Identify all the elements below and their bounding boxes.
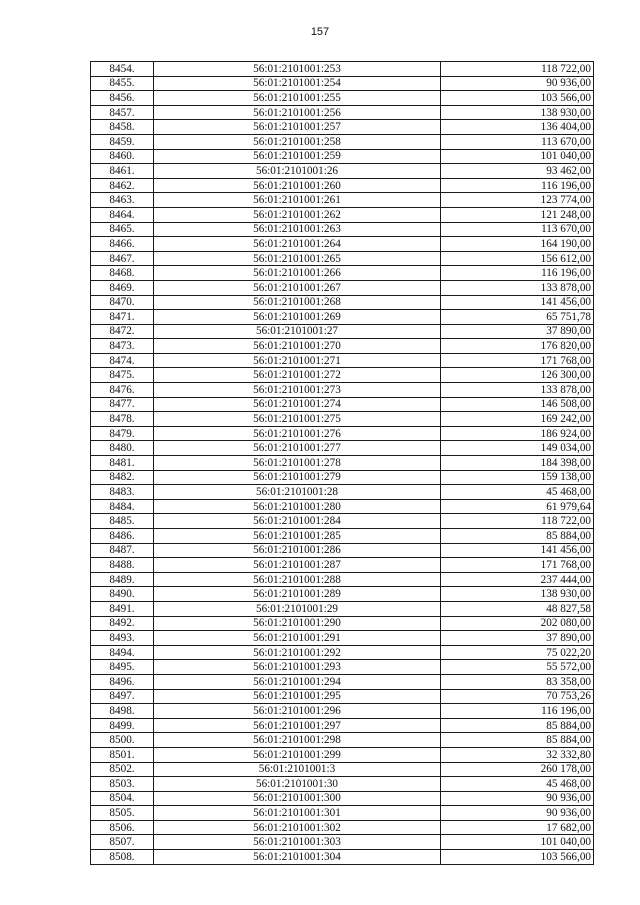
- row-number-cell: 8495.: [91, 660, 154, 675]
- table-row: [91, 718, 594, 733]
- cadastral-number-cell: 56:01:2101001:272: [154, 368, 441, 383]
- cadastral-number-cell: 56:01:2101001:285: [154, 529, 441, 544]
- table-row: [91, 383, 594, 398]
- cadastral-number-cell: 56:01:2101001:291: [154, 631, 441, 646]
- cadastral-value-cell: 118 722,00: [441, 62, 594, 77]
- table-row: [91, 514, 594, 529]
- row-number-cell: 8464.: [91, 207, 154, 222]
- cadastral-number-cell: 56:01:2101001:27: [154, 324, 441, 339]
- cadastral-number-cell: 56:01:2101001:258: [154, 134, 441, 149]
- row-number-cell: 8474.: [91, 353, 154, 368]
- row-number-cell: 8465.: [91, 222, 154, 237]
- row-number-cell: 8455.: [91, 76, 154, 91]
- cadastral-number-cell: 56:01:2101001:303: [154, 835, 441, 850]
- row-number-cell: 8482.: [91, 470, 154, 485]
- cadastral-number-cell: 56:01:2101001:302: [154, 820, 441, 835]
- cadastral-value-cell: 159 138,00: [441, 470, 594, 485]
- cadastral-number-cell: 56:01:2101001:29: [154, 601, 441, 616]
- cadastral-number-cell: 56:01:2101001:287: [154, 558, 441, 573]
- table-row: [91, 134, 594, 149]
- row-number-cell: 8492.: [91, 616, 154, 631]
- table-row: [91, 601, 594, 616]
- table-row: [91, 558, 594, 573]
- row-number-cell: 8505.: [91, 806, 154, 821]
- cadastral-value-cell: 17 682,00: [441, 820, 594, 835]
- table-row: [91, 835, 594, 850]
- table-row: [91, 222, 594, 237]
- table-row: [91, 324, 594, 339]
- cadastral-number-cell: 56:01:2101001:304: [154, 850, 441, 865]
- cadastral-number-cell: 56:01:2101001:28: [154, 485, 441, 500]
- cadastral-value-cell: 186 924,00: [441, 426, 594, 441]
- row-number-cell: 8484.: [91, 499, 154, 514]
- table-row: [91, 499, 594, 514]
- table-row: [91, 193, 594, 208]
- cadastral-number-cell: 56:01:2101001:290: [154, 616, 441, 631]
- cadastral-number-cell: 56:01:2101001:298: [154, 733, 441, 748]
- table-row: [91, 178, 594, 193]
- row-number-cell: 8478.: [91, 412, 154, 427]
- cadastral-value-cell: 141 456,00: [441, 295, 594, 310]
- row-number-cell: 8457.: [91, 105, 154, 120]
- table-row: [91, 456, 594, 471]
- cadastral-value-cell: 55 572,00: [441, 660, 594, 675]
- table-row: [91, 266, 594, 281]
- row-number-cell: 8461.: [91, 164, 154, 179]
- cadastral-value-cell: 123 774,00: [441, 193, 594, 208]
- cadastral-number-cell: 56:01:2101001:296: [154, 704, 441, 719]
- cadastral-number-cell: 56:01:2101001:266: [154, 266, 441, 281]
- row-number-cell: 8503.: [91, 777, 154, 792]
- cadastral-value-cell: 202 080,00: [441, 616, 594, 631]
- cadastral-number-cell: 56:01:2101001:253: [154, 62, 441, 77]
- table-row: [91, 353, 594, 368]
- table-row: [91, 660, 594, 675]
- row-number-cell: 8466.: [91, 237, 154, 252]
- row-number-cell: 8498.: [91, 704, 154, 719]
- cadastral-value-cell: 136 404,00: [441, 120, 594, 135]
- cadastral-value-cell: 133 878,00: [441, 383, 594, 398]
- cadastral-number-cell: 56:01:2101001:301: [154, 806, 441, 821]
- cadastral-value-cell: 93 462,00: [441, 164, 594, 179]
- cadastral-number-cell: 56:01:2101001:294: [154, 674, 441, 689]
- row-number-cell: 8456.: [91, 91, 154, 106]
- cadastral-value-cell: 85 884,00: [441, 718, 594, 733]
- cadastral-number-cell: 56:01:2101001:263: [154, 222, 441, 237]
- table-row: [91, 368, 594, 383]
- cadastral-value-cell: 133 878,00: [441, 280, 594, 295]
- row-number-cell: 8489.: [91, 572, 154, 587]
- cadastral-value-cell: 149 034,00: [441, 441, 594, 456]
- cadastral-number-cell: 56:01:2101001:275: [154, 412, 441, 427]
- row-number-cell: 8470.: [91, 295, 154, 310]
- table-row: [91, 820, 594, 835]
- table-row: [91, 616, 594, 631]
- cadastral-number-cell: 56:01:2101001:261: [154, 193, 441, 208]
- cadastral-value-cell: 90 936,00: [441, 806, 594, 821]
- cadastral-number-cell: 56:01:2101001:271: [154, 353, 441, 368]
- cadastral-number-cell: 56:01:2101001:295: [154, 689, 441, 704]
- cadastral-value-cell: 169 242,00: [441, 412, 594, 427]
- table-row: [91, 733, 594, 748]
- cadastral-number-cell: 56:01:2101001:26: [154, 164, 441, 179]
- table-row: [91, 587, 594, 602]
- row-number-cell: 8493.: [91, 631, 154, 646]
- table-row: [91, 149, 594, 164]
- row-number-cell: 8504.: [91, 791, 154, 806]
- cadastral-number-cell: 56:01:2101001:257: [154, 120, 441, 135]
- cadastral-value-cell: 116 196,00: [441, 266, 594, 281]
- table-row: [91, 806, 594, 821]
- table-row: [91, 441, 594, 456]
- cadastral-value-cell: 37 890,00: [441, 631, 594, 646]
- cadastral-number-cell: 56:01:2101001:288: [154, 572, 441, 587]
- table-row: [91, 310, 594, 325]
- row-number-cell: 8458.: [91, 120, 154, 135]
- cadastral-value-cell: 61 979,64: [441, 499, 594, 514]
- row-number-cell: 8496.: [91, 674, 154, 689]
- row-number-cell: 8506.: [91, 820, 154, 835]
- row-number-cell: 8475.: [91, 368, 154, 383]
- cadastral-value-cell: 70 753,26: [441, 689, 594, 704]
- cadastral-number-cell: 56:01:2101001:277: [154, 441, 441, 456]
- cadastral-value-cell: 126 300,00: [441, 368, 594, 383]
- table-row: [91, 207, 594, 222]
- cadastral-value-cell: 171 768,00: [441, 353, 594, 368]
- row-number-cell: 8479.: [91, 426, 154, 441]
- cadastral-value-cell: 146 508,00: [441, 397, 594, 412]
- row-number-cell: 8454.: [91, 62, 154, 77]
- table-row: [91, 631, 594, 646]
- row-number-cell: 8483.: [91, 485, 154, 500]
- cadastral-number-cell: 56:01:2101001:289: [154, 587, 441, 602]
- cadastral-value-cell: 176 820,00: [441, 339, 594, 354]
- cadastral-value-cell: 83 358,00: [441, 674, 594, 689]
- table-row: [91, 412, 594, 427]
- cadastral-value-cell: 90 936,00: [441, 76, 594, 91]
- cadastral-value-cell: 121 248,00: [441, 207, 594, 222]
- cadastral-value-cell: 32 332,80: [441, 747, 594, 762]
- cadastral-value-cell: 75 022,20: [441, 645, 594, 660]
- table-row: [91, 791, 594, 806]
- table-row: [91, 426, 594, 441]
- table-row: [91, 572, 594, 587]
- table-row: [91, 485, 594, 500]
- cadastral-number-cell: 56:01:2101001:300: [154, 791, 441, 806]
- cadastral-number-cell: 56:01:2101001:270: [154, 339, 441, 354]
- row-number-cell: 8459.: [91, 134, 154, 149]
- cadastral-number-cell: 56:01:2101001:30: [154, 777, 441, 792]
- table-row: [91, 704, 594, 719]
- table-row: [91, 62, 594, 77]
- cadastral-number-cell: 56:01:2101001:262: [154, 207, 441, 222]
- cadastral-number-cell: 56:01:2101001:292: [154, 645, 441, 660]
- table-row: [91, 762, 594, 777]
- cadastral-number-cell: 56:01:2101001:254: [154, 76, 441, 91]
- cadastral-value-cell: 48 827,58: [441, 601, 594, 616]
- cadastral-number-cell: 56:01:2101001:269: [154, 310, 441, 325]
- cadastral-number-cell: 56:01:2101001:299: [154, 747, 441, 762]
- row-number-cell: 8494.: [91, 645, 154, 660]
- row-number-cell: 8499.: [91, 718, 154, 733]
- cadastral-number-cell: 56:01:2101001:260: [154, 178, 441, 193]
- table-row: [91, 850, 594, 865]
- table-row: [91, 645, 594, 660]
- cadastral-value-cell: 101 040,00: [441, 149, 594, 164]
- table-row: [91, 237, 594, 252]
- cadastral-value-cell: 101 040,00: [441, 835, 594, 850]
- cadastral-number-cell: 56:01:2101001:265: [154, 251, 441, 266]
- cadastral-number-cell: 56:01:2101001:259: [154, 149, 441, 164]
- cadastral-number-cell: 56:01:2101001:256: [154, 105, 441, 120]
- cadastral-number-cell: 56:01:2101001:278: [154, 456, 441, 471]
- table-row: [91, 91, 594, 106]
- row-number-cell: 8485.: [91, 514, 154, 529]
- row-number-cell: 8462.: [91, 178, 154, 193]
- table-row: [91, 397, 594, 412]
- cadastral-value-cell: 103 566,00: [441, 850, 594, 865]
- table-row: [91, 251, 594, 266]
- table-row: [91, 777, 594, 792]
- row-number-cell: 8487.: [91, 543, 154, 558]
- row-number-cell: 8497.: [91, 689, 154, 704]
- cadastral-value-cell: 156 612,00: [441, 251, 594, 266]
- row-number-cell: 8467.: [91, 251, 154, 266]
- cadastral-value-cell: 37 890,00: [441, 324, 594, 339]
- cadastral-value-cell: 116 196,00: [441, 704, 594, 719]
- table-row: [91, 470, 594, 485]
- cadastral-number-cell: 56:01:2101001:3: [154, 762, 441, 777]
- cadastral-value-cell: 85 884,00: [441, 733, 594, 748]
- cadastral-value-cell: 85 884,00: [441, 529, 594, 544]
- row-number-cell: 8502.: [91, 762, 154, 777]
- row-number-cell: 8508.: [91, 850, 154, 865]
- row-number-cell: 8460.: [91, 149, 154, 164]
- row-number-cell: 8501.: [91, 747, 154, 762]
- row-number-cell: 8463.: [91, 193, 154, 208]
- table-body: [91, 62, 594, 865]
- cadastral-number-cell: 56:01:2101001:273: [154, 383, 441, 398]
- cadastral-value-cell: 260 178,00: [441, 762, 594, 777]
- table-row: [91, 339, 594, 354]
- cadastral-value-cell: 90 936,00: [441, 791, 594, 806]
- table-row: [91, 105, 594, 120]
- cadastral-value-cell: 138 930,00: [441, 105, 594, 120]
- row-number-cell: 8472.: [91, 324, 154, 339]
- table-row: [91, 689, 594, 704]
- row-number-cell: 8490.: [91, 587, 154, 602]
- cadastral-value-cell: 116 196,00: [441, 178, 594, 193]
- table-row: [91, 674, 594, 689]
- cadastral-number-cell: 56:01:2101001:264: [154, 237, 441, 252]
- cadastral-value-cell: 103 566,00: [441, 91, 594, 106]
- row-number-cell: 8477.: [91, 397, 154, 412]
- cadastral-value-cell: 45 468,00: [441, 777, 594, 792]
- cadastral-number-cell: 56:01:2101001:267: [154, 280, 441, 295]
- table-row: [91, 280, 594, 295]
- row-number-cell: 8500.: [91, 733, 154, 748]
- row-number-cell: 8481.: [91, 456, 154, 471]
- cadastral-number-cell: 56:01:2101001:280: [154, 499, 441, 514]
- table-row: [91, 295, 594, 310]
- cadastral-value-cell: 184 398,00: [441, 456, 594, 471]
- table-row: [91, 747, 594, 762]
- cadastral-value-cell: 171 768,00: [441, 558, 594, 573]
- cadastral-value-cell: 118 722,00: [441, 514, 594, 529]
- cadastral-number-cell: 56:01:2101001:293: [154, 660, 441, 675]
- cadastral-number-cell: 56:01:2101001:255: [154, 91, 441, 106]
- cadastral-value-cell: 113 670,00: [441, 134, 594, 149]
- row-number-cell: 8476.: [91, 383, 154, 398]
- cadastral-value-cell: 237 444,00: [441, 572, 594, 587]
- row-number-cell: 8488.: [91, 558, 154, 573]
- row-number-cell: 8468.: [91, 266, 154, 281]
- row-number-cell: 8480.: [91, 441, 154, 456]
- row-number-cell: 8486.: [91, 529, 154, 544]
- cadastral-number-cell: 56:01:2101001:284: [154, 514, 441, 529]
- cadastral-number-cell: 56:01:2101001:279: [154, 470, 441, 485]
- row-number-cell: 8469.: [91, 280, 154, 295]
- cadastral-value-cell: 45 468,00: [441, 485, 594, 500]
- cadastral-value-cell: 141 456,00: [441, 543, 594, 558]
- cadastral-value-cell: 164 190,00: [441, 237, 594, 252]
- cadastral-value-table: [90, 61, 594, 865]
- cadastral-value-cell: 138 930,00: [441, 587, 594, 602]
- table-row: [91, 529, 594, 544]
- cadastral-number-cell: 56:01:2101001:297: [154, 718, 441, 733]
- cadastral-value-cell: 113 670,00: [441, 222, 594, 237]
- table-row: [91, 543, 594, 558]
- row-number-cell: 8491.: [91, 601, 154, 616]
- cadastral-number-cell: 56:01:2101001:286: [154, 543, 441, 558]
- row-number-cell: 8471.: [91, 310, 154, 325]
- table-row: [91, 76, 594, 91]
- cadastral-value-cell: 65 751,78: [441, 310, 594, 325]
- cadastral-number-cell: 56:01:2101001:268: [154, 295, 441, 310]
- table-row: [91, 120, 594, 135]
- table-row: [91, 164, 594, 179]
- row-number-cell: 8473.: [91, 339, 154, 354]
- page-number: 157: [310, 26, 330, 38]
- cadastral-number-cell: 56:01:2101001:276: [154, 426, 441, 441]
- row-number-cell: 8507.: [91, 835, 154, 850]
- cadastral-number-cell: 56:01:2101001:274: [154, 397, 441, 412]
